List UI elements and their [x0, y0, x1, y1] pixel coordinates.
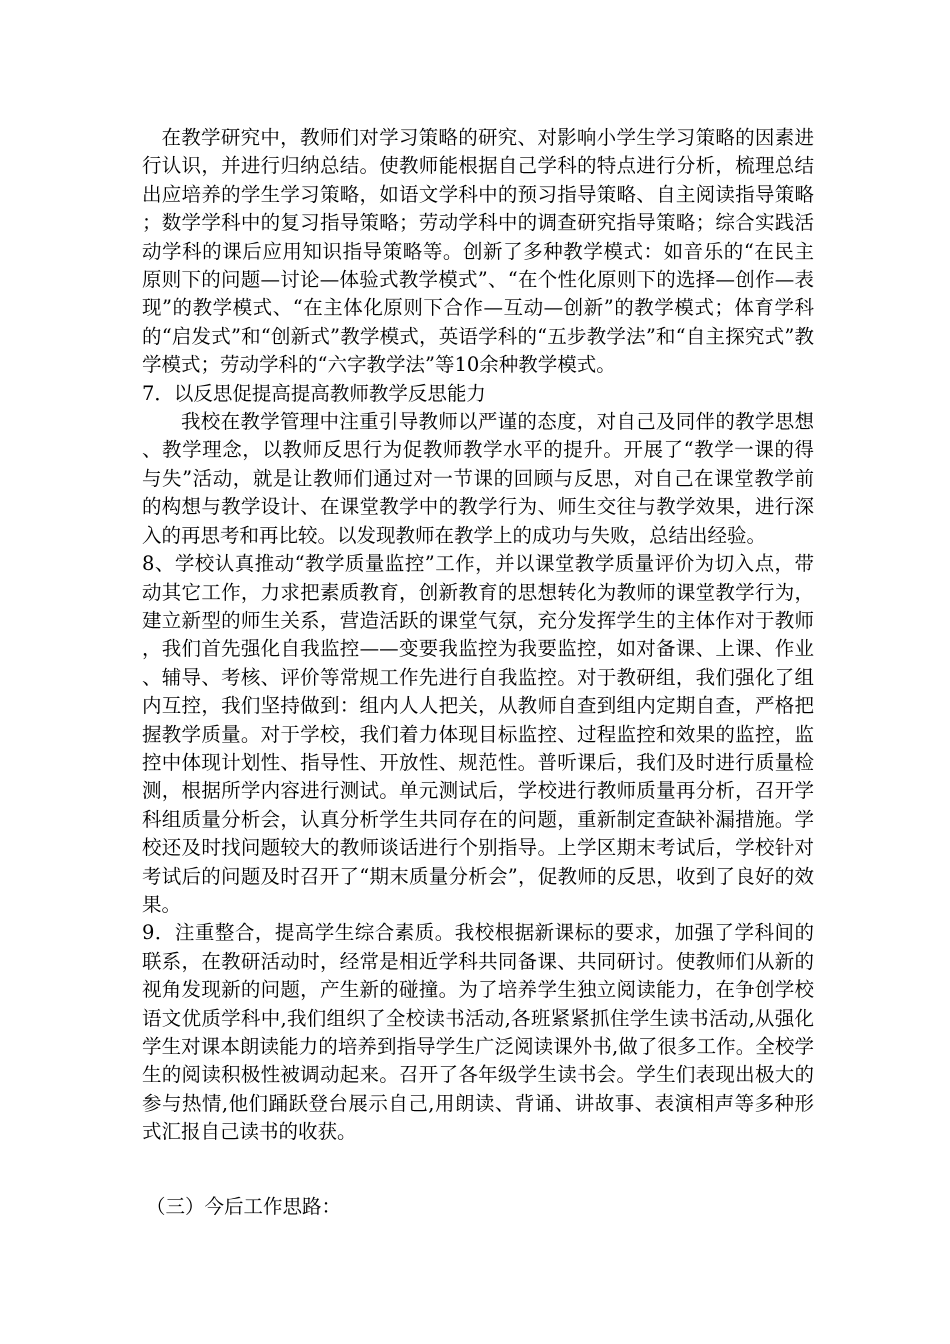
paragraph-item-9-integration: 9．注重整合，提高学生综合素质。我校根据新课标的要求，加强了学科间的联系，在教研活动时，经常是相近学科共同备课、共同研讨。使教师们从新的视角发现新的问题，产生新的碰撞。为了培养学生独立阅读能力，在争创学校语文优质学科中,我们组织了全校读书活动,各班紧紧抓住学生读书活动,从强化学生对课本朗读能力的培养到指导学生广泛阅读课外书,做了很多工作。全校学生的阅读积极性被调动起来。召开了各年级学生读书会。学生们表现出极大的参与热情,他们踊跃登台展示自己,用朗读、背诵、讲故事、表演相声等多种形式汇报自己读书的收获。 — [142, 921, 814, 1144]
heading-item-7: 7．以反思促提高提高教师教学反思能力 — [142, 381, 486, 405]
document-body — [142, 124, 814, 1147]
paragraph-item-8-quality-monitoring: 8、学校认真推动“教学质量监控”工作，并以课堂教学质量评价为切入点，带动其它工作，力求把素质教育，创新教育的思想转化为教师的课堂教学行为，建立新型的师生关系，营造活跃的课堂气氛，充分发挥学生的主体作对于教师，我们首先强化自我监控——变要我监控为我要监控，如对备课、上课、作业、辅导、考核、评价等常规工作先进行自我监控。对于教研组，我们强化了组内互控，我们坚持做到：组内人人把关，从教师自查到组内定期自查，严格把握教学质量。对于学校，我们着力体现目标监控、过程监控和效果的监控，监控中体现计划性、指导性、开放性、规范性。普听课后，我们及时进行质量检测，根据所学内容进行测试。单元测试后，学校进行教师质量再分析，召开学科组质量分析会，认真分析学生共同存在的问题，重新制定查缺补漏措施。学校还及时找问题较大的教师谈话进行个别指导。上学区期末考试后，学校针对考试后的问题及时召开了“期末质量分析会”，促教师的反思，收到了良好的效果。 — [142, 552, 814, 916]
section-heading-future-plans: （三）今后工作思路： — [146, 1195, 342, 1218]
paragraph-reflection: 我校在教学管理中注重引导教师以严谨的态度，对自己及同伴的教学思想、教学理念，以教师反思行为促教师教学水平的提升。开展了“教学一课的得与失”活动，就是让教师们通过对一节课的回顾与反思，对自己在课堂教学前的构想与教学设计、在课堂教学中的教学行为、师生交往与教学效果，进行深入的再思考和再比较。以发现教师在教学上的成功与失败，总结出经验。 — [142, 410, 814, 547]
paragraph-teaching-research: 在教学研究中，教师们对学习策略的研究、对影响小学生学习策略的因素进行认识，并进行归纳总结。使教师能根据自己学科的特点进行分析，梳理总结出应培养的学生学习策略，如语文学科中的预习指导策略、自主阅读指导策略；数学学科中的复习指导策略；劳动学科中的调查研究指导策略；综合实践活动学科的课后应用知识指导策略等。创新了多种教学模式：如音乐的“在民主原则下的问题—讨论—体验式教学模式”、“在个性化原则下的选择—创作—表现”的教学模式、“在主体化原则下合作—互动—创新”的教学模式；体育学科的“启发式”和“创新式”教学模式，英语学科的“五步教学法”和“自主探究式”教学模式；劳动学科的“六字教学法”等10余种教学模式。 — [142, 126, 814, 377]
